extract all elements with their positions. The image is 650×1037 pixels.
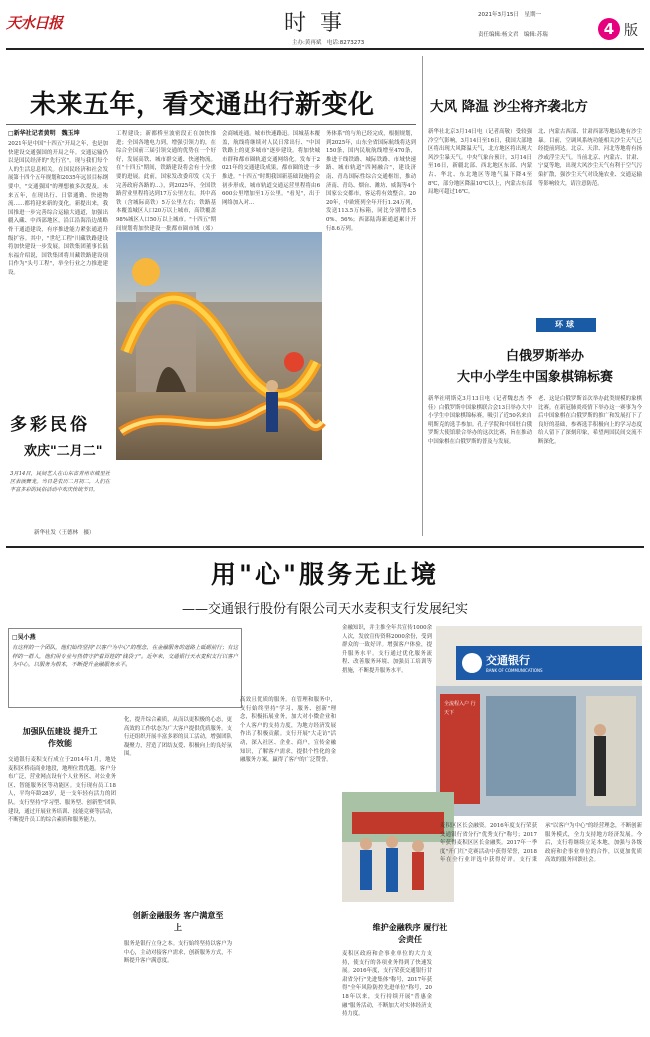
editor-note-box [8,628,242,708]
lead-headline: 未来五年，看交通出行新变化 [30,90,375,120]
lead-rule [6,124,416,125]
duty-line: 责任编辑:杨文君 编辑:苏瑞 [478,32,548,38]
global-section-tag: 环球 [536,318,596,332]
feature-col-2: 化，提升综合素质，从而以更积极的心态，更高效的工作状态为广大客户提供优质服务。支行还组织开展丰富多彩的员工活动，增强团队凝聚力，营造了团结友爱、积极向上的良好氛围。 [124,717,232,758]
lead-col-3: 会商城连通。城市快速路迅。国城基本覆盖，航线将继续对人民日常出行、"中国铁路上的更多城市"逐步建设。将加快城市群和都市圈轨道交通网络化。发布于2021年的交通建设成果，都市圈的进一步推进。"十四五"时期我国新基础设施将会初步形成，城市轨道交通运营里程将由6600公里增加至1万公里。"看见"，出于网络加入对... [222,131,320,206]
photo-caption-body: 3月14日，民间艺人在山东省青州市城里社区表演舞龙。当日是农历二月初二，人们在丰富多彩的民俗活动中欢庆传统节日。 [10,471,110,493]
feature-col-2b: 服务是银行立身之本。支行始终坚持以客户为中心，主动对接客户需求，创新服务方式，不断提升客户满意度。 [124,941,232,965]
feature-col-4: 金融知识，并主推全年共宣传1000余人次，发放宣传资料2000余份，受到群众的一致好评。增强客户体验，提升服务水平。支行通过优化服务流程、改善服务环境、加强员工培训等措施，不断提升服务水平。 [342,625,432,674]
weather-headline: 大风 降温 沙尘将齐袭北方 [430,99,588,115]
bank-storefront-graphic [436,626,642,816]
chess-headline-1: 白俄罗斯举办 [505,349,584,364]
photo-caption-subtitle: 欢庆"二月二" [24,444,103,459]
feature-subhead-2-text: 创新金融服务 客户满意至上 [132,911,224,932]
lead-col-2: 工程建设；新都桥至波密段正在加快推进；全国各地电力到，增强引领力的，在综合全国前三届引领交通的优势在一个好好，发展高铁、城市群交通、快递物流。在"十四五"期间，铁路建设将会有十分重要的进展。此前，国家发改委印发《关于完善政府各路的...》，到2025年，全国铁路营业里程将达到17万公里左右。其中高铁（含城际高铁）5万公里左右；铁路基本覆盖城区人口20万以上城市，高铁覆盖98%城区人口50万以上城市。"十四五"期间规划将加快建设一批都市圈市域（郊） [116,131,216,232]
weather-col-2: 北、内蒙古西部、甘肃西部等地局地有沙尘暴。目前，空调风系统功能相关沙尘天气已经提前到达。北京、天津、河北等地将有扬沙或浮尘天气。当前北京、内蒙古、甘肃、宁夏等地，出现大风沙尘天气有利于空气污染扩散，强沙尘天气对设施农业、交通运输等影响较大，请注意防范。 [538,129,642,187]
chess-headline-2: 大中小学生中国象棋锦标赛 [456,370,613,385]
community-event-photo [342,792,454,902]
weather-col-1: 新华社北京3月14日电（记者高敬）受较强冷空气影响，3月14日至16日，我国大部地区将出现大风降温天气，北方地区将出现大风沙尘暴天气。中央气象台预计，3月14日至16日，新疆北部、西北地区东部、内蒙古、华北、东北地区等地气温下降4至8℃，部分地区降温10℃以上，内蒙古东部局地可超过16℃。 [428,129,532,196]
chess-col-1: 新华社明斯克3月13日电（记者魏忠杰 李佳）白俄罗斯中国象棋联合会13日举办大中小学生中国象棋锦标赛。吸引了近50名来自明斯克的选手参加。孔子学院和中国驻白俄罗斯大使馆联合举办的这次比赛，旨在推动中国象棋在白俄罗斯的普及与发展。 [428,396,532,445]
page-number-badge: 4 [598,18,620,40]
lead-col-1: 2021年是中国"十四五"开局之年，也是加快建设交通强国的开局之年。交通运输仍以是国民经济的"先行官"，现与我们每个人的生活息息相关。在国民经济和社会发展第十四个五年规划和2035年远景目标纲要中，"交通强国"的理想被多次提及。未来五年，在现出行、日常通勤、快递物流……都将迎来新的变化。新提出来，我国推进一步完善综合运输大通道，加强出疆入藏、中西部地区，沿江沿海沿边战略骨干通道建设，有序推进能力紧张通道升级扩容。其中，"世纪工程"川藏铁路建设将加快建设一步发展。国铁集团董事长陆东福介绍说，国铁集团将川藏铁路建设项目作为"头号工程"，举全行业之力推进建设。 [8,141,108,276]
feature-col-6: 麦积区区长会融资。2016年度支行荣获交通银行省分行"优秀支行"称号；2017年获得麦积区区长金融奖。2017年一季度"开门红"竞赛活动中获得荣誉，2018年在全行业评选中获得好评。支行秉承"以客户为中心"的经营理念，不断创新服务模式，全力支持地方经济发展。今后，支行将继续立足本地，加强与各级政府和企事业单位的合作，以更加优质高效的服务回馈社会。 [440,823,642,864]
page-suffix: 版 [624,23,638,39]
column-divider [422,56,423,536]
editor-note-body: 有这样的一个团队，他们始终坚持"以客户为中心"的理念，在金融服务的道路上砥砺前行；有这样的一群人，他们用专业与热情守护着百姓的"钱袋子"。近年来，交通银行天水麦积支行以客户为中心，以服务为根本，不断提升金融服务水平。 [12,645,238,669]
lead-col-4: 务体系"的与角已经完成，根据规划，到2025年，山东全省国际航线将达到150条，国内民航航线增至470条，推进干线铁路、城际铁路、市域快速路、城市轨道"四网融合"，建设济南、青岛国际性综合交通枢纽，推动济南、青岛、烟台、潍坊、威海等4个国家公交都市，客运将有效整合。2020年，中欧班列全年开行1.24万列，发送113.5万标箱，同比分别增长50%、56%；西部陆海新通道累计开行8.6万列。 [326,131,416,232]
feature-subhead-3-text: 维护金融秩序 履行社会责任 [372,923,448,944]
feature-col-3: 高效且优质的服务。在管理和服务中，支行始终坚持"学习、服务、创新"理念，积极拓展业务，加大对小微企业和个人客户的支持力度，为地方经济发展作出了积极贡献。支行开展"大走访"活动，深入社区、企业、商户，宣传金融知识，了解客户需求，提供个性化的金融服务方案，赢得了客户的广泛赞誉。 [240,697,336,764]
photo-caption-title: 多彩民俗 [10,415,90,435]
bank-banner-text: 全流程入户 行天下 [444,701,476,716]
editor-line: 主办:黄再斌 电话:8273273 [292,40,365,46]
masthead-logo [6,8,72,38]
logo-text: 天水日报 [6,14,63,32]
bank-sign-english: BANK OF COMMUNICATIONS [486,668,543,673]
bank-branch-photo [436,626,642,816]
photo-credit: 新华社发（王德林 摄） [34,530,95,536]
feature-col-1: 交通银行麦积支行成立于2014年1月，地处麦积区桥南商业地段，地理位置优越。客户分布广泛，营业网点设有个人业务区、对公业务区、智能服务区等功能区。支行现有员工18人，平均年龄28岁，是一支年轻有活力的团队。支行坚持"学习型、服务型、创新型"团队建设，通过开展业务培训、技能竞赛等活动，不断提升员工的综合素质和服务能力。 [8,757,116,824]
bank-sign-text: 交通银行 [486,654,530,667]
feature-col-5: 麦积区政府和企事业单位的大力支持，使支行的各项业务得到了快速发展。2016年度，支行荣获交通银行甘肃省分行"先进集体"称号，2017年获得"全年风险防控先进单位"称号，2018年以来，支行持续开展"普惠金融"服务活动，不断加大对实体经济支持力度。 [342,951,432,1018]
section-title: 时事 [283,11,356,36]
feature-subtitle: ——交通银行股份有限公司天水麦积支行发展纪实 [181,602,468,617]
feature-headline: 用"心"服务无止境 [210,560,440,589]
feature-subhead-1 [20,726,100,750]
dragon-lantern-graphic [116,232,322,460]
editor-note-label: □吴小燕 [12,634,36,641]
feature-top-rule [6,546,644,548]
feature-subhead-1-text: 加强队伍建设 提升工作效能 [22,727,98,748]
feature-subhead-2 [130,910,226,934]
lead-byline: □新华社记者黄明 魏玉坤 [8,130,80,137]
feature-subhead-3 [370,922,450,946]
event-people-graphic [342,792,454,902]
folk-festival-photo [116,232,322,460]
chess-col-2: 老、这是白俄罗斯首次举办此类规模的象棋比赛。在新冠肺炎疫情下举办这一赛事为今后中国象棋在白俄罗斯的推广和发展打下了良好的基础，参赛选手积极向上的学习态度给人留下了深刻印象，希望两国民间交流不断深化。 [538,396,642,445]
header-rule [6,48,644,50]
date-line: 2021年3月15日 星期一 [478,12,541,18]
